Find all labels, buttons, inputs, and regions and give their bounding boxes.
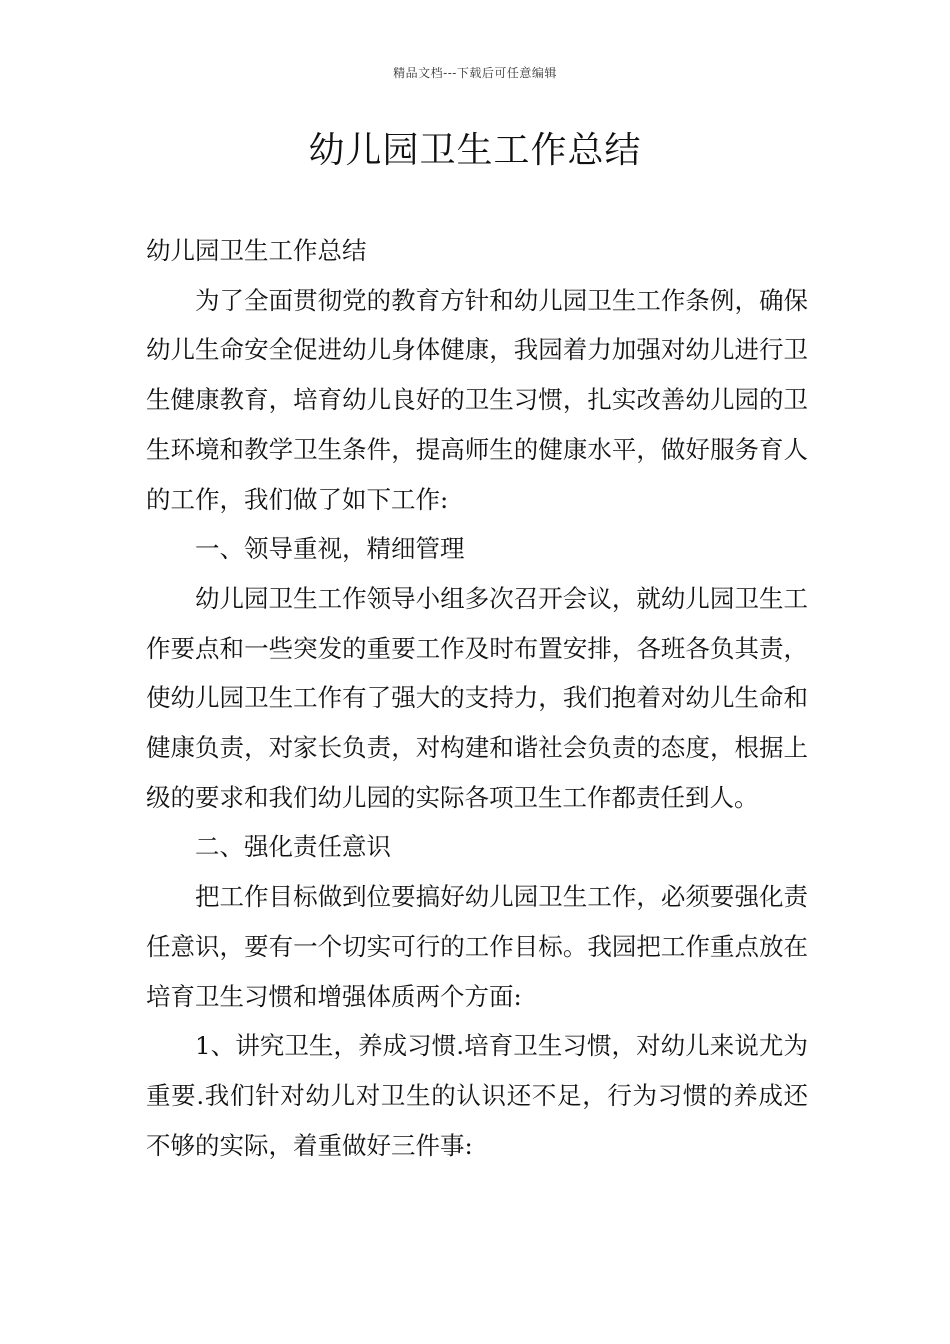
page-header: 精品文档---下载后可任意编辑 bbox=[393, 66, 557, 80]
section-2-paragraph: 把工作目标做到位要搞好幼儿园卫生工作，必须要强化责任意识，要有一个切实可行的工作目标。我园把工作重点放在培育卫生习惯和增强体质两个方面: bbox=[146, 882, 808, 1011]
document-title: 幼儿园卫生工作总结 bbox=[308, 130, 642, 171]
item-1-paragraph: 1、讲究卫生，养成习惯.培育卫生习惯，对幼儿来说尤为重要.我们针对幼儿对卫生的认识还不足，行为习惯的养成还不够的实际，着重做好三件事: bbox=[146, 1031, 808, 1160]
subtitle-paragraph: 幼儿园卫生工作总结 bbox=[146, 236, 367, 265]
section-heading-1: 一、领导重视，精细管理 bbox=[195, 534, 465, 564]
section-1-paragraph: 幼儿园卫生工作领导小组多次召开会议，就幼儿园卫生工作要点和一些突发的重要工作及时布置安排，各班各负其责，使幼儿园卫生工作有了强大的支持力，我们抱着对幼儿生命和健康负责，对家长负责，对构建和谐社会负责的态度，根据上级的要求和我们幼儿园的实际各项卫生工作都责任到人。 bbox=[146, 583, 808, 812]
document-body bbox=[146, 226, 808, 1170]
section-heading-2: 二、强化责任意识 bbox=[195, 832, 391, 862]
intro-paragraph: 为了全面贯彻党的教育方针和幼儿园卫生工作条例，确保幼儿生命安全促进幼儿身体健康，我园着力加强对幼儿进行卫生健康教育，培育幼儿良好的卫生习惯，扎实改善幼儿园的卫生环境和教学卫生条件，提高师生的健康水平，做好服务育人的工作，我们做了如下工作: bbox=[146, 285, 808, 514]
